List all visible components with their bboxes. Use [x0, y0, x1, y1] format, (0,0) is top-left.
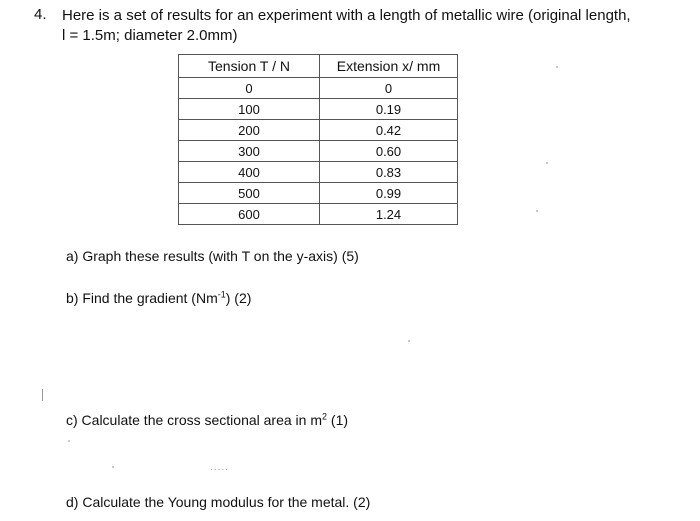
stray-speck: [408, 340, 410, 342]
cell-tension: 300: [179, 141, 320, 162]
stray-mark: [42, 389, 43, 401]
cell-tension: 0: [179, 78, 320, 99]
cell-extension: 0.60: [320, 141, 458, 162]
question-number: 4.: [34, 6, 47, 23]
part-d: d) Calculate the Young modulus for the metal. (2): [66, 494, 371, 510]
cell-extension: 0.99: [320, 183, 458, 204]
part-c-superscript: 2: [322, 411, 328, 422]
question-text: [62, 6, 662, 46]
cell-extension: 0.42: [320, 120, 458, 141]
table-header-row: [179, 55, 458, 78]
stray-dots: .....: [210, 462, 229, 473]
part-c: [66, 412, 348, 428]
cell-tension: 200: [179, 120, 320, 141]
table-row: [179, 141, 458, 162]
cell-tension: 100: [179, 99, 320, 120]
header-extension: Extension x/ mm: [320, 55, 458, 78]
cell-tension: 500: [179, 183, 320, 204]
table-row: [179, 120, 458, 141]
question-text-line1: Here is a set of results for an experiment with a length of metallic wire (original length,: [62, 7, 631, 24]
stray-speck: [536, 210, 538, 212]
part-b-superscript: -1: [217, 289, 226, 300]
results-table: [178, 54, 458, 225]
table-row: [179, 204, 458, 225]
cell-extension: 0.19: [320, 99, 458, 120]
cell-extension: 0.83: [320, 162, 458, 183]
part-b-suffix: ) (2): [225, 290, 252, 306]
header-tension: Tension T / N: [179, 55, 320, 78]
stray-speck: [68, 440, 70, 442]
question-text-line2: l = 1.5m; diameter 2.0mm): [62, 27, 238, 44]
stray-speck: [556, 66, 558, 68]
cell-extension: 1.24: [320, 204, 458, 225]
table-row: [179, 162, 458, 183]
cell-tension: 400: [179, 162, 320, 183]
part-b: [66, 290, 251, 306]
table-row: [179, 78, 458, 99]
part-a: a) Graph these results (with T on the y-axis) (5): [66, 248, 359, 264]
stray-speck: [112, 466, 114, 468]
cell-tension: 600: [179, 204, 320, 225]
cell-extension: 0: [320, 78, 458, 99]
part-b-text: b) Find the gradient (Nm: [66, 290, 218, 306]
part-c-suffix: (1): [327, 412, 349, 428]
stray-speck: [546, 162, 548, 164]
table-row: [179, 99, 458, 120]
table-row: [179, 183, 458, 204]
part-c-text: c) Calculate the cross sectional area in m: [66, 412, 322, 428]
